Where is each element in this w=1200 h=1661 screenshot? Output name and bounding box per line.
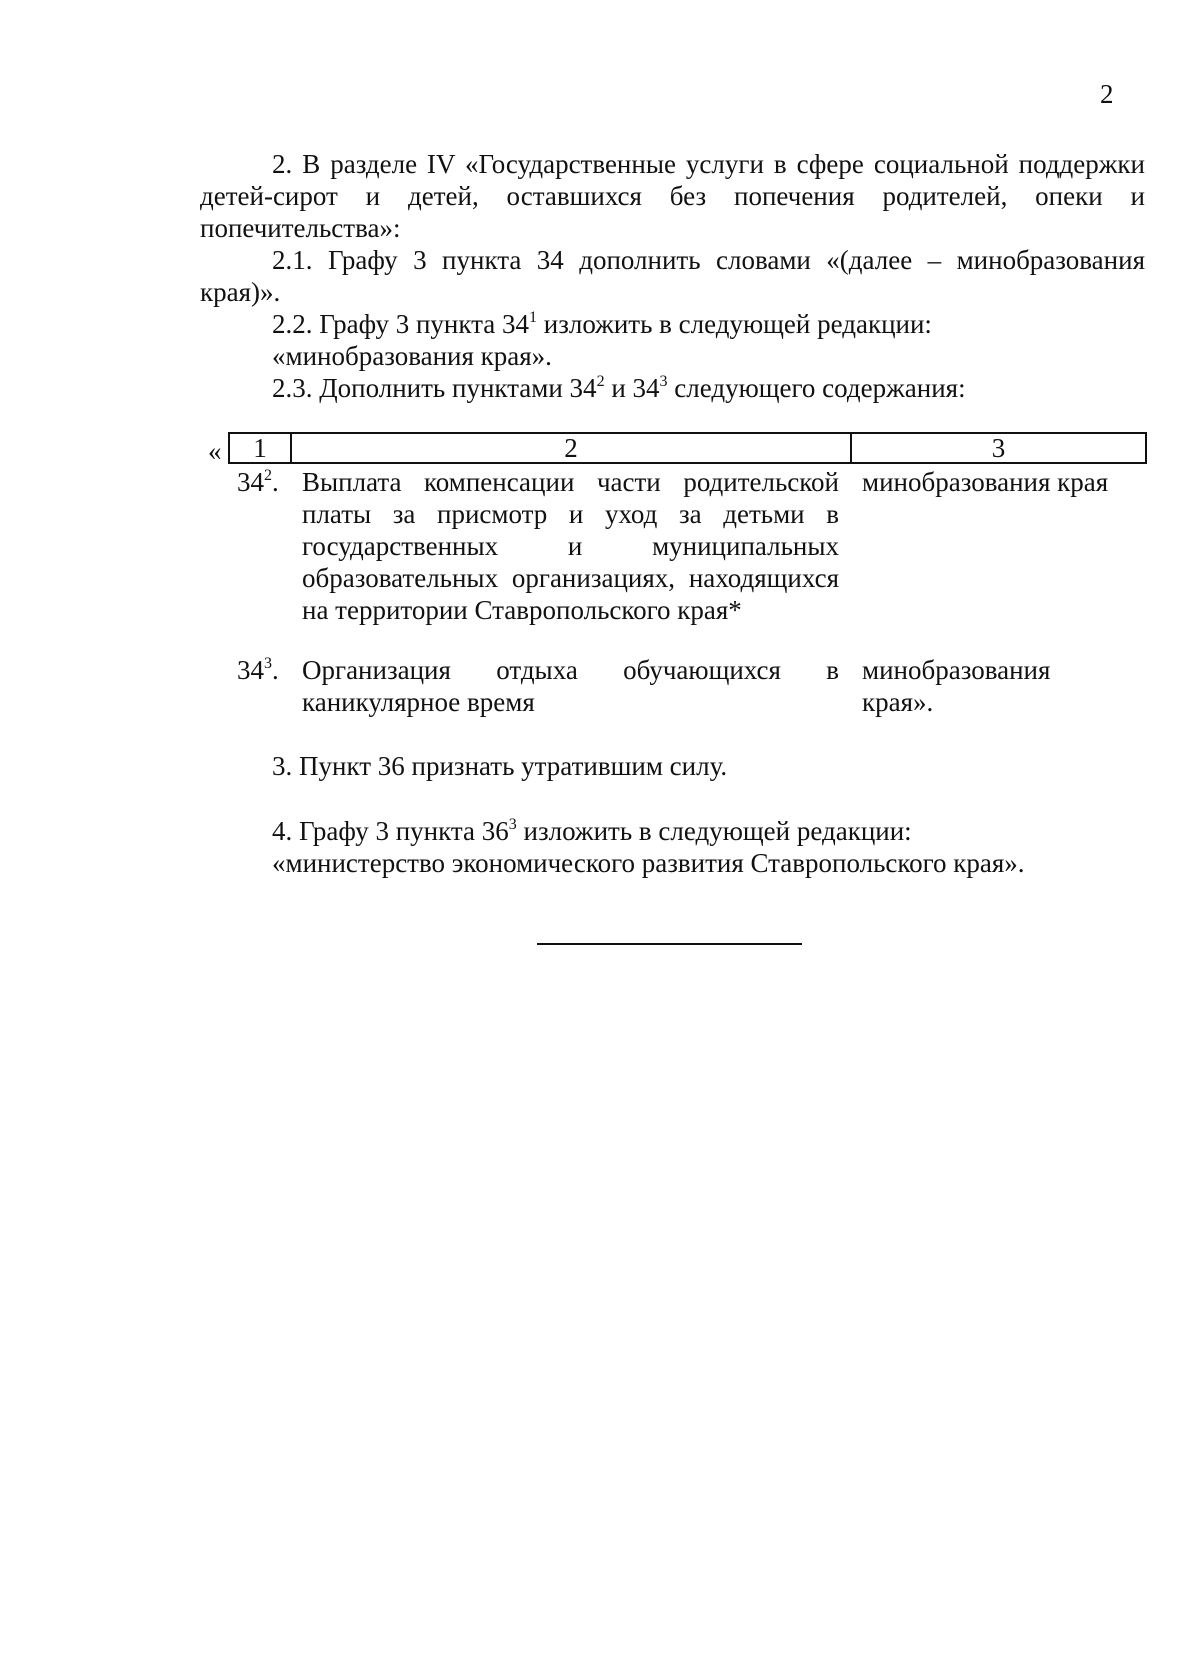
item-3-text: 3. Пункт 36 признать утратившим силу.	[272, 751, 728, 781]
item-2-1	[200, 244, 1145, 308]
item-2-3	[272, 372, 1152, 404]
item-4	[272, 815, 1152, 847]
item-4-quote-text: «министерство экономического развития Ставропольского края».	[272, 848, 1025, 878]
table-row-1-text: Выплата компенсации части родительской платы за присмотр и уход за детьми в государственных и муниципальных образовательных организациях, находящихся на территории Ставропольского края*	[302, 467, 839, 625]
table-row-2-org: минобразования края».	[862, 655, 1051, 717]
row-1-num-suffix: .	[272, 467, 279, 497]
table-open-quote: «	[208, 436, 222, 466]
item-2-2-suffix: изложить в следующей редакции:	[537, 309, 932, 339]
item-4-prefix: 4. Графу 3 пункта 36	[272, 816, 509, 846]
item-2-3-prefix: 2.3. Дополнить пунктами 34	[272, 373, 597, 403]
row-2-num: 34	[237, 655, 264, 685]
table-header-col-3: 3	[851, 433, 1146, 463]
table-row-2-number	[237, 654, 297, 686]
section-2-intro	[200, 148, 1145, 244]
item-2-3-middle: и 34	[604, 373, 660, 403]
item-2-1-text: 2.1. Графу 3 пункта 34 дополнить словами «(далее – минобразования края)».	[200, 245, 1145, 307]
table-row-1-number	[237, 466, 297, 498]
item-2-2	[272, 308, 1152, 340]
item-2-2-quote	[272, 340, 1152, 372]
closing-rule	[537, 943, 802, 945]
table-header-col-2: 2	[291, 433, 851, 463]
table-row-1-org: минобразования края	[862, 467, 1109, 497]
table-header	[228, 432, 1147, 464]
table-row-2-text: Организация отдыха обучающихся в каникулярное время	[302, 655, 839, 717]
section-2-intro-text: 2. В разделе IV «Государственные услуги в сфере социальной поддержки детей-сирот и детей, оставшихся без попечения родителей, опеки и попечительства»:	[200, 149, 1145, 243]
item-4-suffix: изложить в следующей редакции:	[516, 816, 912, 846]
item-2-2-prefix: 2.2. Графу 3 пункта 34	[272, 309, 529, 339]
item-4-sup: 3	[508, 816, 517, 833]
item-2-3-sup-1: 2	[596, 373, 605, 390]
item-2-3-suffix: следующего содержания:	[667, 373, 966, 403]
page-number: 2	[1100, 79, 1114, 109]
row-2-num-sup: 3	[264, 655, 272, 672]
row-1-num: 34	[237, 467, 264, 497]
row-1-num-sup: 2	[264, 467, 272, 484]
item-4-quote	[272, 847, 1152, 879]
item-2-3-sup-2: 3	[659, 373, 668, 390]
table-header-col-1: 1	[229, 433, 291, 463]
row-2-num-suffix: .	[272, 655, 279, 685]
item-2-2-sup: 1	[529, 309, 537, 326]
item-3	[272, 750, 1152, 782]
item-2-2-quote-text: «минобразования края».	[272, 341, 552, 371]
